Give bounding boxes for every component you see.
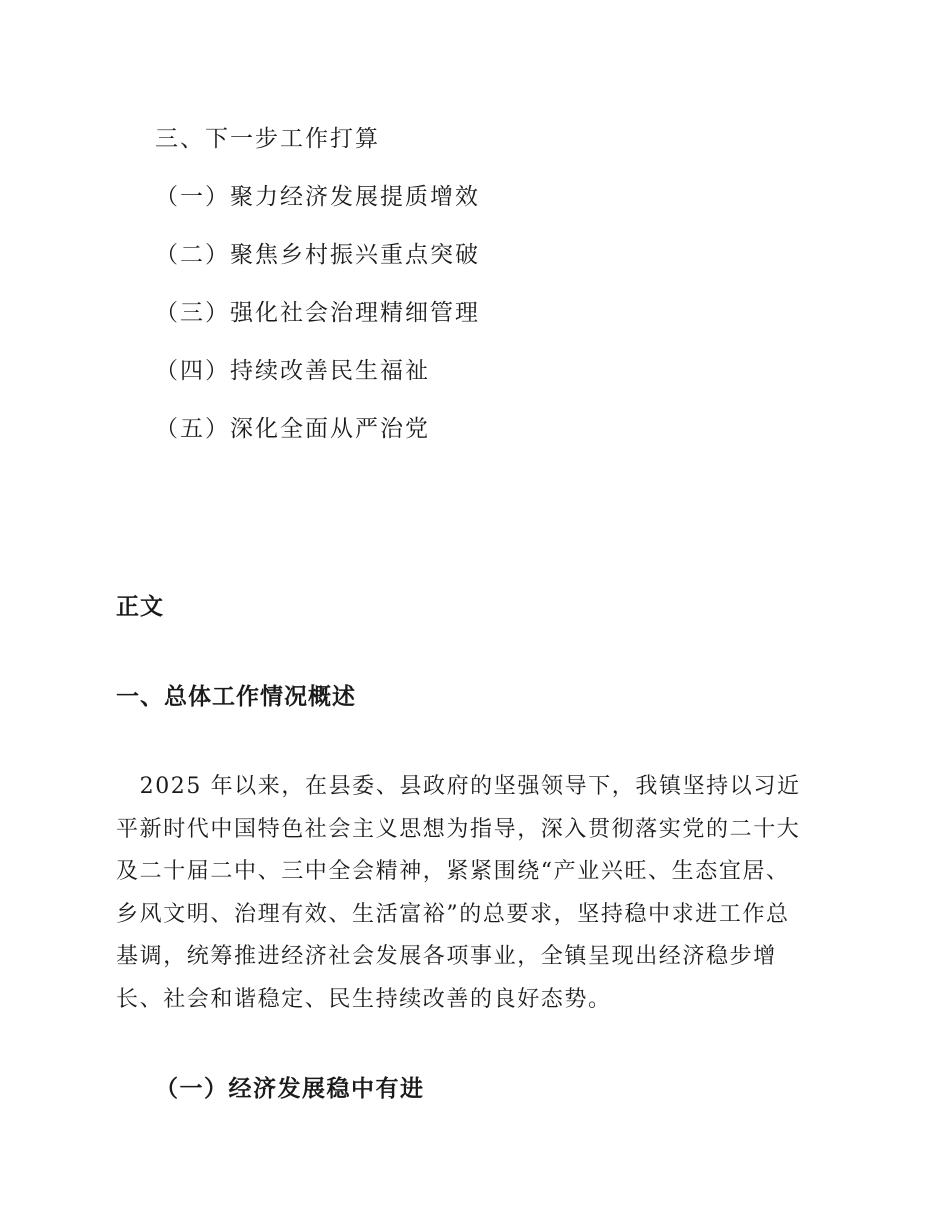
toc-item: （四）持续改善民生福祉 [155, 358, 430, 384]
paragraph-line: 2025 年以来，在县委、县政府的坚强领导下，我镇坚持以习近 [116, 774, 801, 799]
body-paragraph [116, 766, 838, 1021]
toc-item: （二）聚焦乡村振兴重点突破 [155, 242, 480, 268]
subsection-heading: （一）经济发展稳中有进 [155, 1076, 425, 1102]
chapter-heading: 一、总体工作情况概述 [116, 684, 356, 710]
paragraph-line: 平新时代中国特色社会主义思想为指导，深入贯彻落实党的二十大 [116, 816, 801, 842]
paragraph-line: 长、社会和谐稳定、民生持续改善的良好态势。 [116, 986, 612, 1012]
toc-item: （五）深化全面从严治党 [155, 416, 430, 442]
toc-item: （一）聚力经济发展提质增效 [155, 184, 480, 210]
toc-item: （三）强化社会治理精细管理 [155, 300, 480, 326]
paragraph-line: 基调，统筹推进经济社会发展各项事业，全镇呈现出经济稳步增 [116, 944, 777, 969]
section-title: 正文 [116, 594, 164, 620]
paragraph-line: 乡风文明、治理有效、生活富裕”的总要求，坚持稳中求进工作总 [116, 901, 790, 927]
toc-heading: 三、下一步工作打算 [155, 126, 380, 152]
paragraph-line: 及二十届二中、三中全会精神，紧紧围绕“产业兴旺、生态宜居、 [116, 859, 790, 884]
